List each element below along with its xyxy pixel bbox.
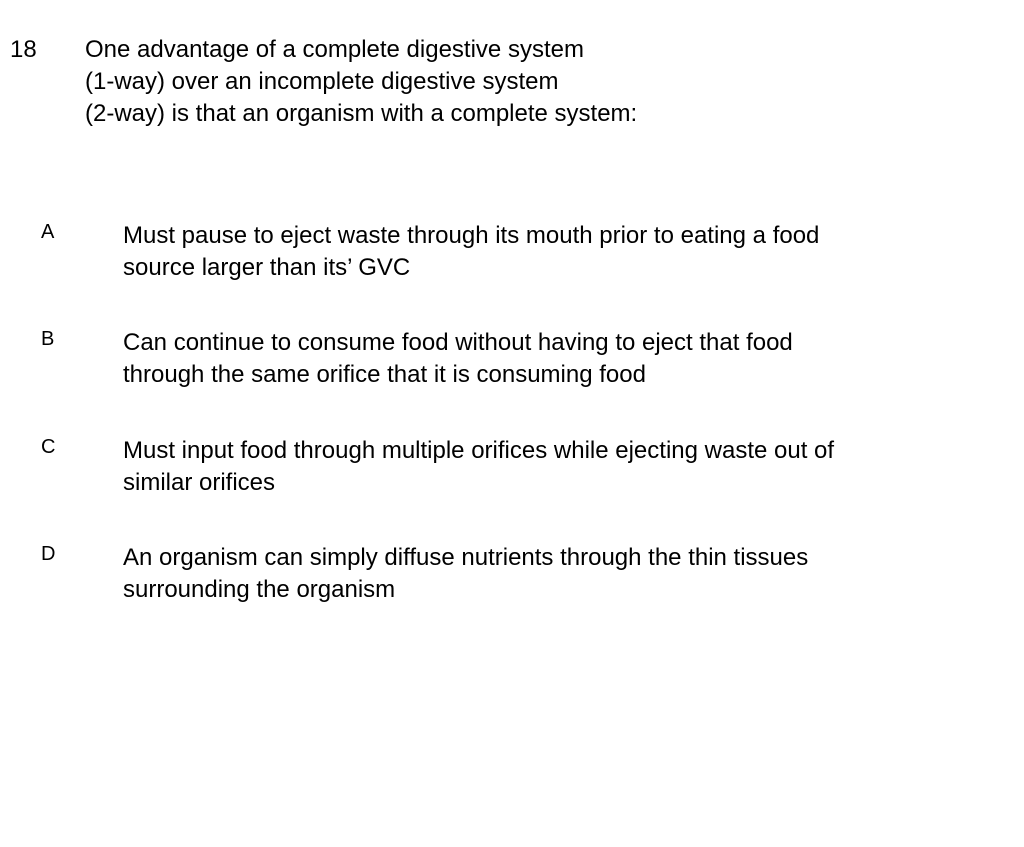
option-text-line: surrounding the organism bbox=[123, 576, 396, 603]
option-text bbox=[123, 542, 943, 606]
option-text-line: through the same orifice that it is consuming food bbox=[123, 361, 646, 388]
option-text bbox=[123, 327, 943, 391]
option-letter: C bbox=[41, 436, 56, 458]
option-text-line: similar orifices bbox=[123, 469, 276, 496]
option-letter: D bbox=[41, 543, 56, 565]
stem-line: One advantage of a complete digestive system bbox=[85, 36, 584, 63]
stem-line: (1-way) over an incomplete digestive system bbox=[85, 68, 559, 95]
option-text-line: source larger than its’ GVC bbox=[123, 254, 411, 281]
option-text-line: An organism can simply diffuse nutrients through the thin tissues bbox=[123, 544, 809, 571]
question-stem bbox=[85, 34, 785, 130]
option-text-line: Must pause to eject waste through its mouth prior to eating a food bbox=[123, 222, 820, 249]
option-text-line: Can continue to consume food without having to eject that food bbox=[123, 329, 793, 356]
option-text bbox=[123, 435, 943, 499]
option-text-line: Must input food through multiple orifices while ejecting waste out of bbox=[123, 437, 835, 464]
option-letter: B bbox=[41, 328, 55, 350]
option-text bbox=[123, 220, 943, 284]
option-letter: A bbox=[41, 221, 55, 243]
stem-line: (2-way) is that an organism with a complete system: bbox=[85, 100, 638, 127]
question-number: 18 bbox=[10, 36, 37, 63]
